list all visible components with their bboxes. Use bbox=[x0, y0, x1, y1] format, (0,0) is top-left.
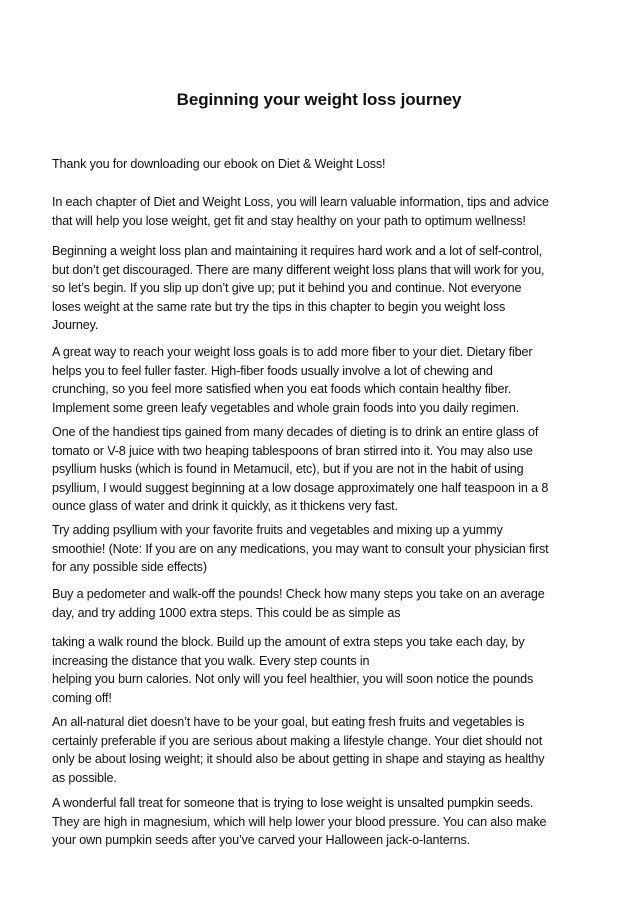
paragraph-pumpkin-seeds: A wonderful fall treat for someone that is trying to lose weight is unsalted pumpkin seeds. They are high in magnesium, which will help lower your blood pressure. You can also make your own pumpkin seeds after you’ve carved your Halloween jack-o-lanterns. bbox=[52, 796, 547, 848]
paragraph-handiest-tips: One of the handiest tips gained from many decades of dieting is to drink an entire glass of tomato or V-8 juice with two heaping tablespoons of bran stirred into it. You may also use psyllium husks (which is found in Metamucil, etc), but if you are not in the habit of using psyllium, I would suggest beginning at a low dosage approximately one half teaspoon in a 8 ounce glass of water and drink it quickly, as it thickens very fast. bbox=[52, 425, 549, 514]
paragraph-psyllium-smoothie: Try adding psyllium with your favorite fruits and vegetables and mixing up a yummy smoothie! (Note: If you are on any medications, you may want to consult your physician first for any possible side effects) bbox=[52, 523, 549, 575]
page-title: Beginning your weight loss journey bbox=[176, 90, 462, 109]
paragraph-thank-you: Thank you for downloading our ebook on Diet & Weight Loss! bbox=[52, 157, 386, 171]
paragraph-fiber: A great way to reach your weight loss goals is to add more fiber to your diet. Dietary fiber helps you to feel fuller faster. High-fiber foods usually involve a lot of chewing and crunching, so you feel more satisfied when you eat foods which contain healthy fiber. Implement some green leafy vegetables and whole grain foods into you daily regimen. bbox=[52, 345, 533, 415]
paragraph-walk-block: taking a walk round the block. Build up the amount of extra steps you take each day, by increasing the distance that you walk. Every step counts in helping you burn calories. Not only will you feel healthier, you will soon notice the pounds coming off! bbox=[52, 635, 534, 705]
paragraph-pedometer: Buy a pedometer and walk-off the pounds! Check how many steps you take on an average day, and try adding 1000 extra steps. This could be as simple as bbox=[52, 587, 545, 620]
paragraph-intro: In each chapter of Diet and Weight Loss, you will learn valuable information, tips and advice that will help you lose weight, get fit and stay healthy on your path to optimum wellness! bbox=[52, 195, 549, 228]
paragraph-natural-diet: An all-natural diet doesn’t have to be your goal, but eating fresh fruits and vegetables is certainly preferable if you are serious about making a lifestyle change. Your diet should not only be about losing weight; it should also be about getting in shape and staying as healthy as possible. bbox=[52, 715, 545, 785]
paragraph-beginning-plan: Beginning a weight loss plan and maintaining it requires hard work and a lot of self-control, but don’t get discouraged. There are many different weight loss plans that will work for you, so let’s begin. If you slip up don’t give up; put it behind you and continue. Not everyone loses weight at the same rate but try the tips in this chapter to begin you weight loss Journey. bbox=[52, 244, 545, 333]
